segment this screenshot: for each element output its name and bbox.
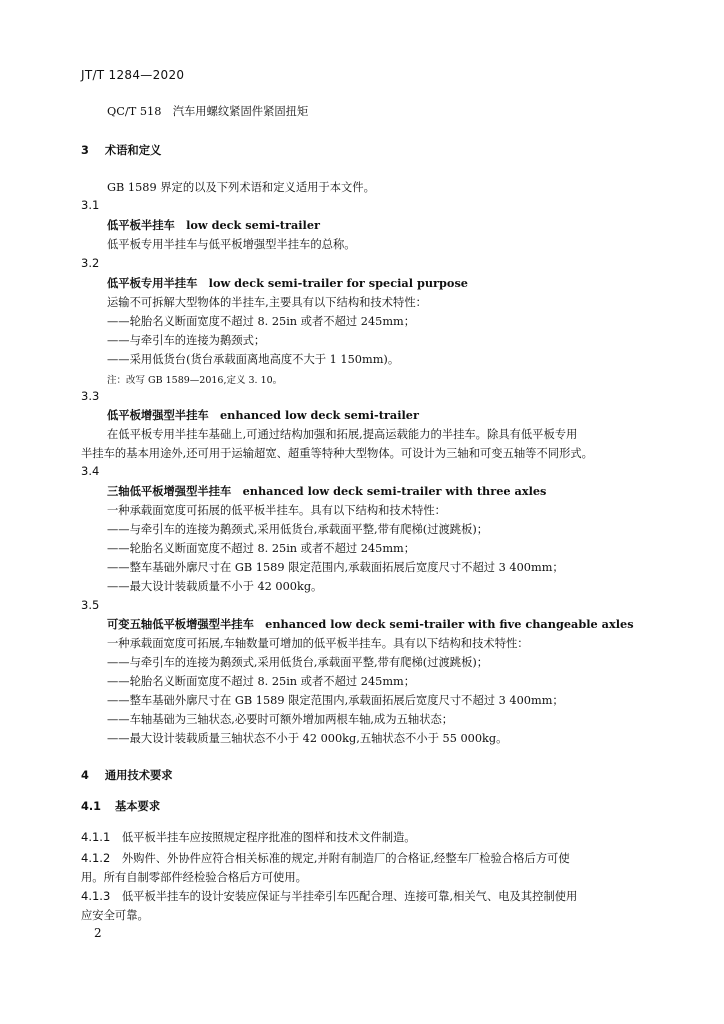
term-definition: 低平板专用半挂车与低平板增强型半挂车的总称。: [107, 238, 356, 251]
clause-text-cont: 应安全可靠。: [81, 909, 149, 922]
list-item: ——与牵引车的连接为鹅颈式,采用低货台,承载面平整,带有爬梯(过渡跳板)；: [107, 523, 489, 536]
section-number: 3: [81, 144, 89, 157]
list-item: ——最大设计装载质量三轴状态不小于 42 000kg,五轴状态不小于 55 000kg。: [107, 732, 508, 745]
clause-number: 4.1.1: [81, 830, 111, 844]
standard-code-header: JT/T 1284—2020: [81, 68, 185, 82]
page-number: 2: [94, 926, 102, 940]
clause-number: 3.1: [81, 198, 100, 212]
clause-number: 3.2: [81, 256, 100, 270]
clause-4-1-1: [81, 828, 416, 847]
clause-number: 4.1.3: [81, 889, 111, 903]
section-3-heading: [81, 141, 161, 160]
list-item: ——最大设计装载质量不小于 42 000kg。: [107, 580, 323, 593]
term-definition: 一种承载面宽度可拓展的低平板半挂车。具有以下结构和技术特性：: [107, 504, 446, 517]
subsection-number: 4.1: [81, 800, 102, 813]
clause-4-1-2: [81, 849, 570, 868]
list-item: ——整车基础外廓尺寸在 GB 1589 限定范围内,承载面拓展后宽度尺寸不超过 3 400mm；: [107, 694, 564, 707]
term-definition: 一种承载面宽度可拓展,车轴数量可增加的低平板半挂车。具有以下结构和技术特性：: [107, 637, 529, 650]
term-definition-cont: 半挂车的基本用途外,还可用于运输超宽、超重等特种大型物体。可设计为三轴和可变五轴等不同形式。: [81, 447, 593, 460]
clause-number: 4.1.2: [81, 851, 111, 865]
term-heading: 低平板增强型半挂车 enhanced low deck semi-trailer: [107, 408, 419, 422]
clause-text-cont: 用。所有自制零部件经检验合格后方可使用。: [81, 871, 307, 884]
section-title: 术语和定义: [104, 144, 162, 157]
list-item: ——整车基础外廓尺寸在 GB 1589 限定范围内,承载面拓展后宽度尺寸不超过 3 400mm；: [107, 561, 564, 574]
note: 注：改写 GB 1589—2016,定义 3. 10。: [107, 375, 283, 386]
list-item: ——轮胎名义断面宽度不超过 8. 25in 或者不超过 245mm；: [107, 675, 416, 688]
clause-number: 3.5: [81, 598, 100, 612]
list-item: ——与牵引车的连接为鹅颈式；: [107, 334, 266, 347]
clause-number: 3.3: [81, 389, 100, 403]
clause-4-1-3: [81, 887, 577, 906]
reference-qc-t-518: QC/T 518 汽车用螺纹紧固件紧固扭矩: [107, 105, 309, 118]
term-heading: 三轴低平板增强型半挂车 enhanced low deck semi-trailer with three axles: [107, 484, 547, 498]
list-item: ——与牵引车的连接为鹅颈式,采用低货台,承载面平整,带有爬梯(过渡跳板)；: [107, 656, 489, 669]
list-item: ——轮胎名义断面宽度不超过 8. 25in 或者不超过 245mm；: [107, 542, 416, 555]
clause-text: 外购件、外协件应符合相关标准的规定,并附有制造厂的合格证,经整车厂检验合格后方可使: [121, 852, 570, 865]
section-3-intro: GB 1589 界定的以及下列术语和定义适用于本文件。: [107, 181, 375, 194]
section-number: 4: [81, 769, 89, 782]
term-definition: 运输不可拆解大型物体的半挂车,主要具有以下结构和技术特性：: [107, 296, 427, 309]
list-item: ——车轴基础为三轴状态,必要时可额外增加两根车轴,成为五轴状态；: [107, 713, 454, 726]
section-title: 通用技术要求: [104, 769, 173, 782]
term-definition: 在低平板专用半挂车基础上,可通过结构加强和拓展,提高运载能力的半挂车。除具有低平板专用: [107, 428, 578, 441]
term-heading: 可变五轴低平板增强型半挂车 enhanced low deck semi-trailer with five changeable axles: [107, 617, 634, 631]
section-4-heading: [81, 766, 173, 785]
clause-text: 低平板半挂车的设计安装应保证与半挂牵引车匹配合理、连接可靠,相关气、电及其控制使用: [121, 890, 578, 903]
list-item: ——采用低货台(货台承载面离地高度不大于 1 150mm)。: [107, 353, 400, 366]
term-heading: 低平板专用半挂车 low deck semi-trailer for special purpose: [107, 276, 468, 290]
clause-number: 3.4: [81, 464, 100, 478]
subsection-4-1-heading: [81, 797, 160, 816]
term-heading: 低平板半挂车 low deck semi-trailer: [107, 218, 320, 232]
list-item: ——轮胎名义断面宽度不超过 8. 25in 或者不超过 245mm；: [107, 315, 416, 328]
subsection-title: 基本要求: [114, 800, 161, 813]
clause-text: 低平板半挂车应按照规定程序批准的图样和技术文件制造。: [121, 831, 416, 844]
